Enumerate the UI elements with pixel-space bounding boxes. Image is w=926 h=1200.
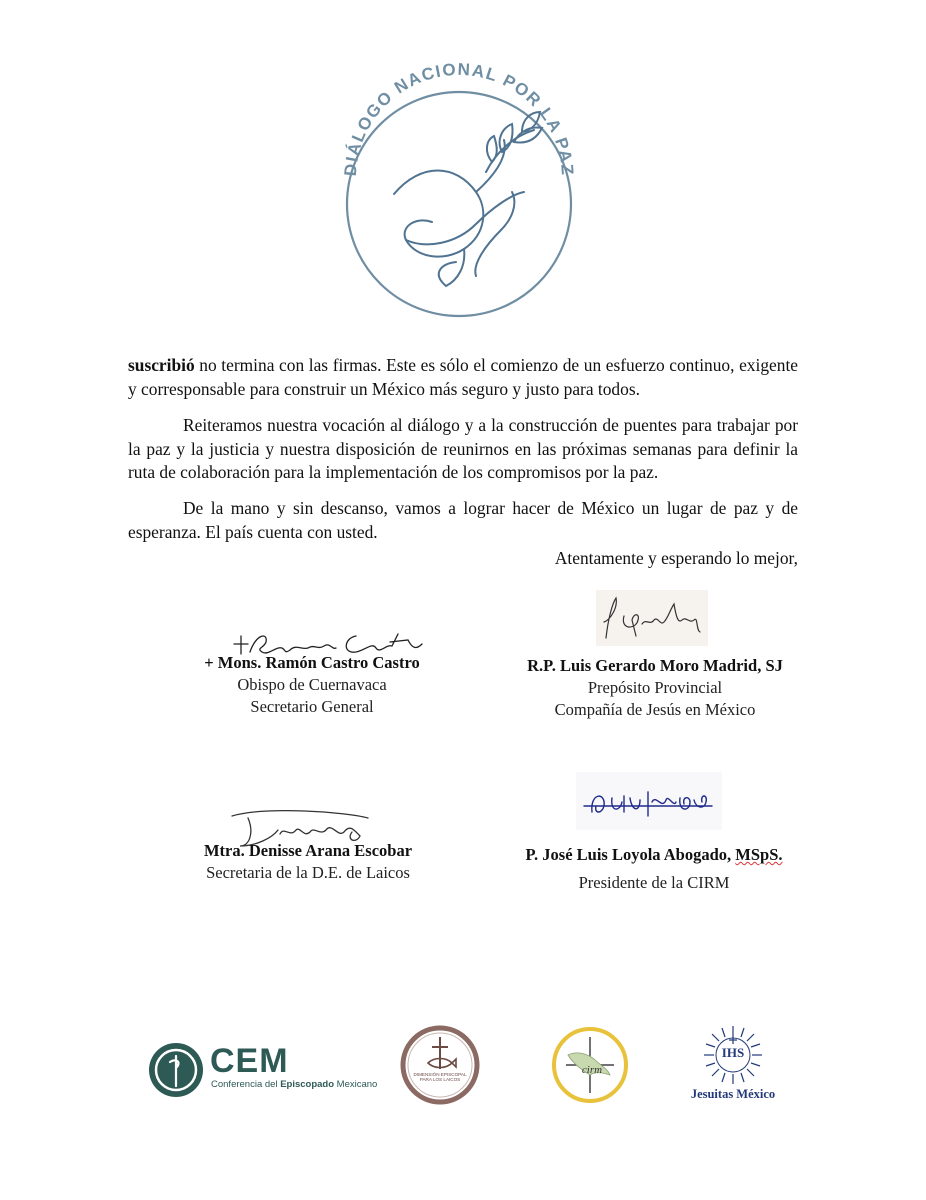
signatory-2-name: R.P. Luis Gerardo Moro Madrid, SJ <box>527 656 783 675</box>
signatory-2-role-2: Compañía de Jesús en México <box>554 700 756 719</box>
signatory-4-name-main: P. José Luis Loyola Abogado, <box>525 845 736 864</box>
logo-title-text: DIÁLOGO NACIONAL POR LA PAZ <box>340 59 578 177</box>
signatory-4 <box>516 844 792 894</box>
jesuitas-wordmark: Jesuitas México <box>690 1087 776 1101</box>
signatory-1-role-2: Secretario General <box>250 697 374 716</box>
paragraph-2: Reiteramos nuestra vocación al diálogo y a la construcción de puentes para trabajar por la paz y la justicia y nuestra disposición de reunirnos en las próximas semanas para definir la ruta de colaboración para la implementación de los compromisos por la paz. <box>128 415 798 482</box>
cem-emblem-icon <box>146 1040 206 1100</box>
cem-subtitle-pre: Conferencia del <box>211 1079 281 1090</box>
cirm-wordmark: cirm <box>581 1064 603 1076</box>
logo-ring <box>347 92 571 316</box>
signatory-4-name <box>516 844 792 866</box>
paragraph-1-text: no termina con las firmas. Este es sólo el comienzo de un esfuerzo continuo, exigente y corresponsable para construir un México más seguro y justo para todos. <box>128 355 798 399</box>
signatory-1 <box>183 652 441 718</box>
paragraph-1-bold: suscribió <box>128 355 195 375</box>
cem-subtitle-post: Mexicano <box>334 1079 378 1090</box>
laicos-caption-line-1: DIMENSIÓN EPISCOPAL <box>413 1072 467 1077</box>
dove-icon <box>394 112 542 286</box>
signatory-4-name-tail: MSpS. <box>735 845 783 864</box>
signature-jose-luis-loyola <box>576 772 722 830</box>
jesuitas-monogram: IHS <box>721 1045 745 1060</box>
cem-wordmark: CEM <box>210 1042 289 1080</box>
cem-subtitle <box>211 1079 377 1090</box>
signatory-3-name: Mtra. Denisse Arana Escobar <box>203 841 413 860</box>
signatory-1-name: + Mons. Ramón Castro Castro <box>204 653 420 672</box>
laicos-logo <box>400 1025 480 1105</box>
signatory-3-role: Secretaria de la D.E. de Laicos <box>206 863 410 882</box>
paragraph-3: De la mano y sin descanso, vamos a lograr hacer de México un lugar de paz y de esperanza. El país cuenta con usted. <box>128 498 798 542</box>
laicos-caption-line-2: PARA LOS LAICOS <box>419 1077 461 1083</box>
dialogo-nacional-logo <box>336 44 582 320</box>
signatory-2-role: Prepósito Provincial <box>587 678 723 697</box>
signature-luis-gerardo-moro <box>596 590 708 646</box>
signatory-3 <box>180 840 436 884</box>
laicos-caption <box>410 1072 470 1083</box>
paragraph-1 <box>128 354 798 401</box>
signatory-4-role: Presidente de la CIRM <box>578 873 730 892</box>
closing-line: Atentamente y esperando lo mejor, <box>554 548 798 568</box>
signatory-2 <box>520 655 790 721</box>
signatory-1-role: Obispo de Cuernavaca <box>237 675 387 694</box>
cem-subtitle-bold: Episcopado <box>280 1079 335 1090</box>
